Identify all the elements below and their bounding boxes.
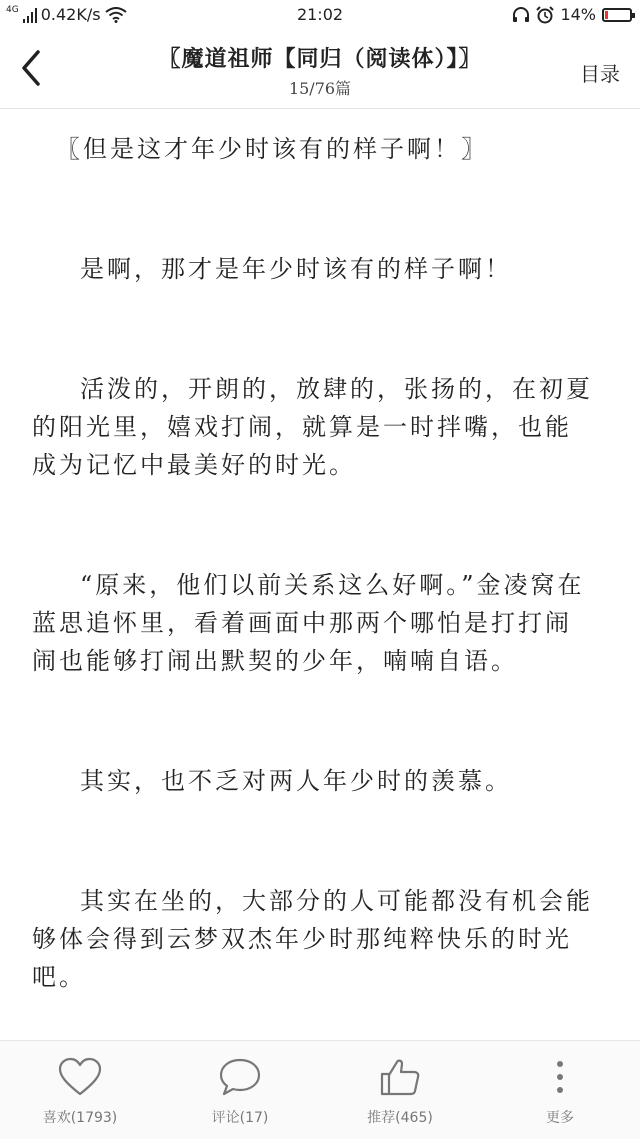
comment-label: 评论(17): [211, 1110, 269, 1126]
status-right: [512, 5, 632, 24]
battery-level: [605, 11, 608, 19]
recommend-button[interactable]: [320, 1041, 480, 1139]
chapter-content: [32, 130, 598, 996]
book-title: 〖魔道祖师【同归（阅读体）】〗: [158, 46, 482, 72]
comment-button[interactable]: [160, 1041, 320, 1139]
chevron-left-icon: [16, 48, 46, 88]
reader-header: [0, 30, 640, 109]
battery-icon: [602, 8, 632, 22]
like-label: 喜欢(1793): [42, 1110, 118, 1126]
headphones-icon: [512, 7, 530, 23]
speech-bubble-icon: [218, 1057, 262, 1097]
battery-percent: 14%: [560, 5, 596, 24]
network-type: 4G: [6, 5, 19, 15]
more-button[interactable]: [480, 1041, 640, 1139]
alarm-icon: [536, 6, 554, 24]
more-label: 更多: [546, 1110, 574, 1126]
recommend-label: 推荐(465): [367, 1110, 433, 1126]
paragraph: 活泼的，开朗的，放肆的，张扬的，在初夏的阳光里，嬉戏打闹，就算是一时拌嘴，也能成为记忆中最美好的时光。: [32, 375, 593, 479]
clock: 21:02: [296, 5, 344, 24]
paragraph: 其实，也不乏对两人年少时的羡慕。: [80, 767, 512, 795]
paragraph: 是啊，那才是年少时该有的样子啊！: [80, 255, 512, 283]
thumbs-up-icon: [378, 1057, 422, 1097]
chapter-indicator: 15/76篇: [288, 79, 352, 98]
table-of-contents-button[interactable]: 目录: [580, 62, 620, 86]
more-dots-icon: [538, 1057, 582, 1097]
paragraph: “原来，他们以前关系这么好啊。”金凌窝在蓝思追怀里，看着画面中那两个哪怕是打打闹闹也能够打闹出默契的少年，喃喃自语。: [32, 571, 585, 675]
paragraph: 其实在坐的，大部分的人可能都没有机会能够体会得到云梦双杰年少时那纯粹快乐的时光吧。: [32, 887, 593, 991]
back-button[interactable]: [16, 48, 56, 92]
like-button[interactable]: [0, 1041, 160, 1139]
heart-icon: [58, 1057, 102, 1097]
status-bar: [0, 0, 640, 30]
paragraph: 〖但是这才年少时该有的样子啊！〗: [56, 135, 488, 163]
action-bar: [0, 1040, 640, 1139]
network-speed: 0.42K/s: [40, 5, 101, 24]
